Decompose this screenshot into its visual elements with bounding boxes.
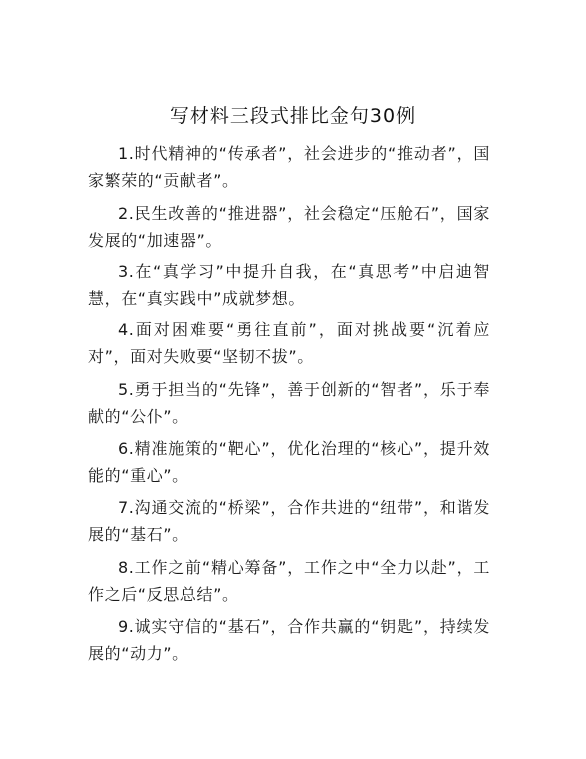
- paragraph-8: 8.工作之前“精心筹备”，工作之中“全力以赴”，工作之后“反思总结”。: [88, 558, 490, 604]
- paragraph-9: 9.诚实守信的“基石”，合作共赢的“钥匙”，持续发展的“动力”。: [88, 617, 490, 663]
- paragraph-6: 6.精准施策的“靶心”，优化治理的“核心”，提升效能的“重心”。: [88, 439, 490, 485]
- paragraph-7: 7.沟通交流的“桥梁”，合作共进的“纽带”，和谐发展的“基石”。: [88, 498, 490, 544]
- paragraph-2: 2.民生改善的“推进器”，社会稳定“压舱石”，国家发展的“加速器”。: [88, 204, 490, 250]
- paragraph-4: 4.面对困难要“勇往直前”，面对挑战要“沉着应对”，面对失败要“坚韧不拔”。: [88, 320, 490, 366]
- document-title: 写材料三段式排比金句30例: [169, 105, 417, 127]
- paragraph-3: 3.在“真学习”中提升自我，在“真思考”中启迪智慧，在“真实践中”成就梦想。: [88, 262, 490, 308]
- paragraph-5: 5.勇于担当的“先锋”，善于创新的“智者”，乐于奉献的“公仆”。: [88, 380, 490, 426]
- paragraph-1: 1.时代精神的“传承者”，社会进步的“推动者”，国家繁荣的“贡献者”。: [88, 144, 490, 190]
